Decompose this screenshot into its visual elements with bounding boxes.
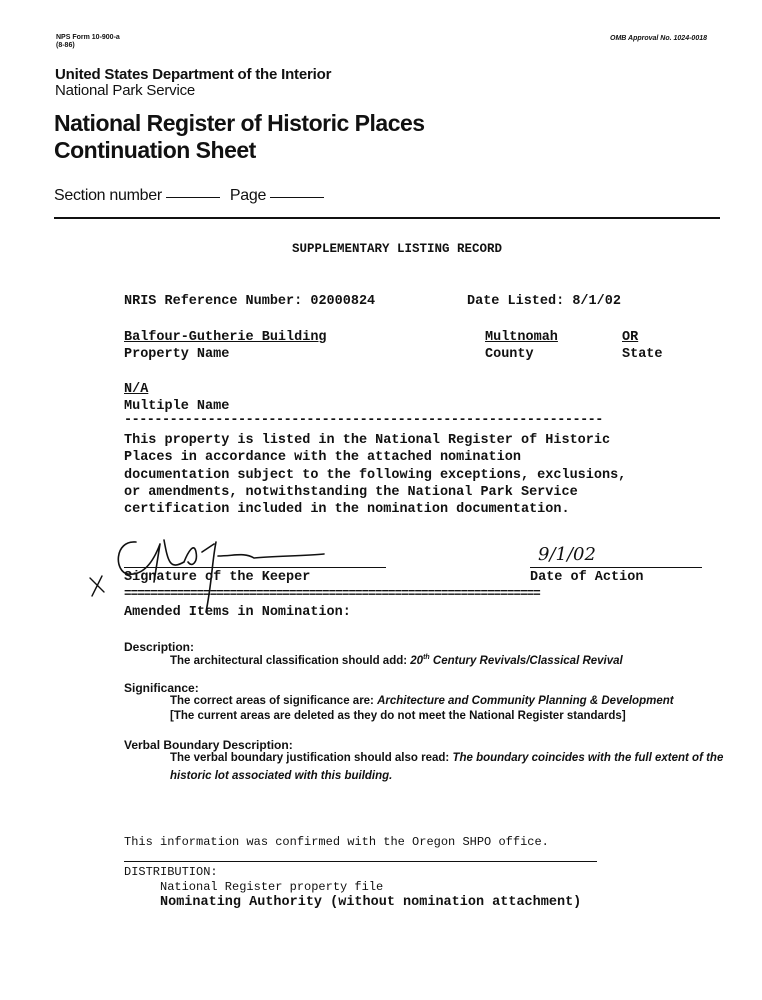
page-title: National Register of Historic Places <box>54 110 425 136</box>
distribution-label: DISTRIBUTION: <box>124 865 218 879</box>
description-text: The architectural classification should add: 20th Century Revivals/Classical Revival <box>170 654 623 667</box>
record-heading: SUPPLEMENTARY LISTING RECORD <box>292 242 503 256</box>
form-number: NPS Form 10-900-a (8-86) <box>56 34 120 49</box>
dashed-separator: --------------------------------------------------------------- <box>124 413 603 428</box>
date-of-action-handwritten: 9/1/02 <box>538 544 596 565</box>
page-subtitle: Continuation Sheet <box>54 137 256 163</box>
distribution-item-2: Nominating Authority (without nomination attachment) <box>160 895 582 910</box>
date-listed: Date Listed: 8/1/02 <box>467 294 621 309</box>
multiple-name-label: Multiple Name <box>124 399 230 414</box>
description-label: Description: <box>124 640 195 654</box>
omb-approval: OMB Approval No. 1024-0018 <box>610 35 707 42</box>
date-line <box>530 567 702 568</box>
significance-text: The correct areas of significance are: Architecture and Community Planning & Development <box>170 695 674 707</box>
county-value: Multnomah <box>485 330 558 345</box>
agency-name: National Park Service <box>55 82 196 99</box>
distribution-rule <box>124 861 597 862</box>
date-of-action-label: Date of Action <box>530 570 644 585</box>
section-number-label: Section number <box>54 187 162 204</box>
distribution-item-1: National Register property file <box>160 880 384 894</box>
department-name: United States Department of the Interior <box>55 66 332 83</box>
multiple-name-value: N/A <box>124 382 149 397</box>
property-name-value: Balfour-Gutherie Building <box>124 330 327 345</box>
header-rule <box>54 217 720 219</box>
confirmation-note: This information was confirmed with the Oregon SHPO office. <box>124 835 549 849</box>
signature-line <box>124 567 386 568</box>
significance-label: Significance: <box>124 681 199 695</box>
boundary-label: Verbal Boundary Description: <box>124 738 293 752</box>
page-blank <box>270 196 324 198</box>
state-value: OR <box>622 330 639 345</box>
nris-reference: NRIS Reference Number: 02000824 <box>124 294 376 309</box>
significance-note: [The current areas are deleted as they do not meet the National Register standards] <box>170 710 626 722</box>
amended-heading: Amended Items in Nomination: <box>124 605 351 620</box>
listing-statement: This property is listed in the National Register of Historic Places in accordance with the attached nomination documentation subject to the following exceptions, exclusions, or amendments, notwithstanding the National Park Service certification included in the nomination documentation. <box>124 433 627 518</box>
state-label: State <box>622 347 663 362</box>
double-separator: =============================================================== <box>124 587 540 601</box>
signature-label: Signature of the Keeper <box>124 570 311 585</box>
county-label: County <box>485 347 534 362</box>
property-name-label: Property Name <box>124 347 230 362</box>
page-label: Page <box>229 187 267 204</box>
boundary-text: The verbal boundary justification should also read: The boundary coincides with the full extent of the <box>170 752 724 764</box>
section-page-line <box>54 187 334 205</box>
section-number-blank <box>166 196 220 198</box>
boundary-text-cont: historic lot associated with this building. <box>170 770 393 782</box>
